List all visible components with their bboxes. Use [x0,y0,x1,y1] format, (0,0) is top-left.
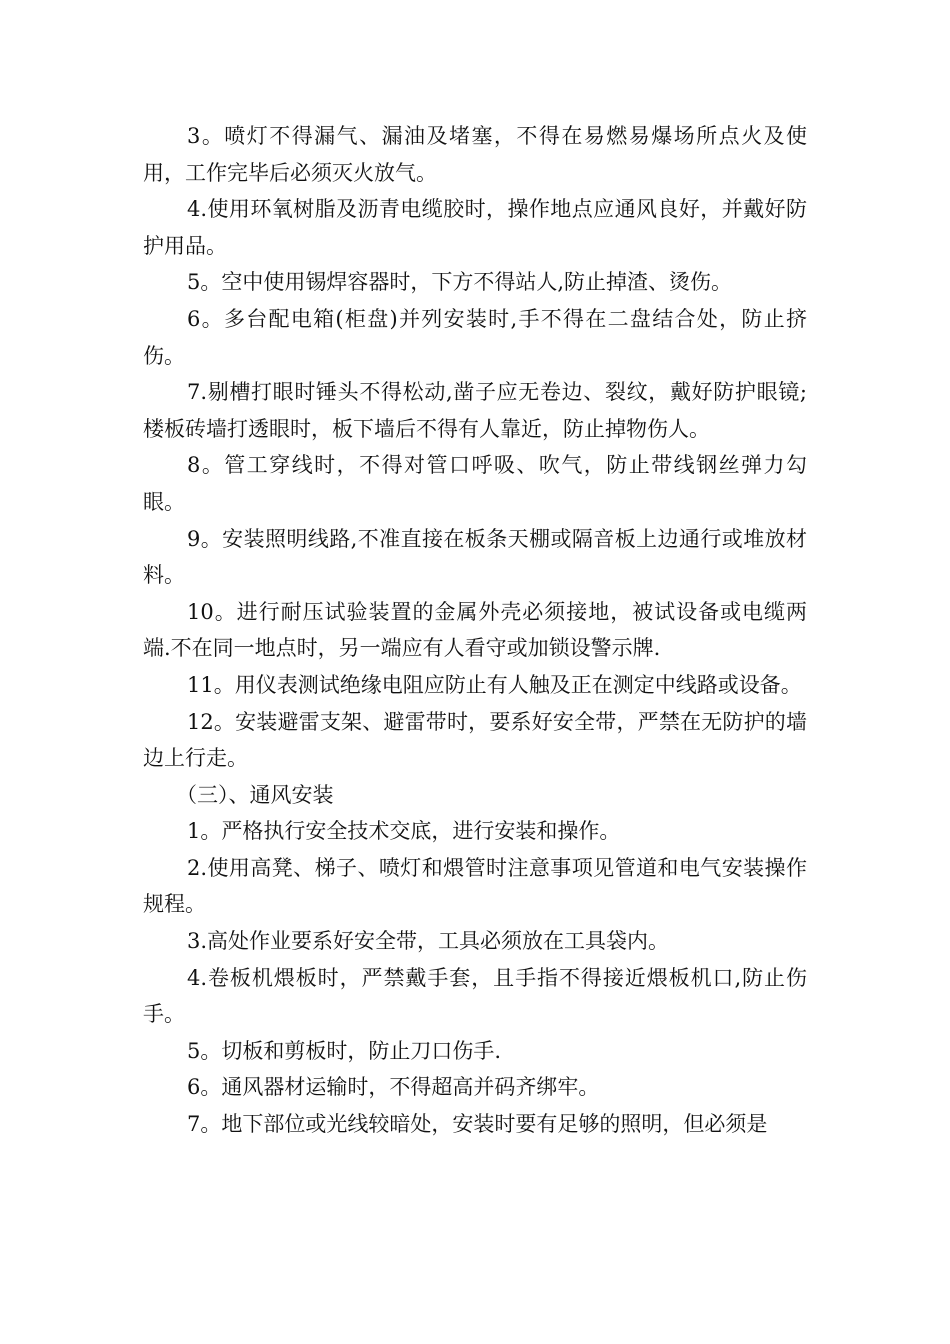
section-paragraph-item-7: 7。地下部位或光线较暗处，安装时要有足够的照明，但必须是 [187,1112,768,1137]
section-paragraph-item-1: 1。严格执行安全技术交底，进行安装和操作。 [187,819,621,844]
paragraph-item-4: 4.使用环氧树脂及沥青电缆胶时，操作地点应通风良好，并戴好防护用品。 [143,197,807,258]
paragraph-item-3: 3。喷灯不得漏气、漏油及堵塞，不得在易燃易爆场所点火及使用，工作完毕后必须灭火放气。 [143,124,807,185]
section-paragraph-item-4: 4.卷板机煨板时，严禁戴手套，且手指不得接近煨板机口,防止伤手。 [143,965,807,1027]
section-heading: （三）、通风安装 [176,782,334,807]
paragraph-item-11: 11。用仪表测试绝缘电阻应防止有人触及正在测定中线路或设备。 [187,672,802,697]
document-body [143,118,807,1143]
section-paragraph-item-6: 6。通风器材运输时，不得超高并码齐绑牢。 [187,1075,600,1100]
section-paragraph-item-5: 5。切板和剪板时，防止刀口伤手. [187,1038,502,1063]
section-paragraph-item-2: 2.使用高凳、梯子、喷灯和煨管时注意事项见管道和电气安装操作规程。 [143,855,807,917]
paragraph-item-9: 9。安装照明线路,不准直接在板条天棚或隔音板上边通行或堆放材料。 [143,526,807,588]
paragraph-item-10: 10。进行耐压试验装置的金属外壳必须接地，被试设备或电缆两端.不在同一地点时，另一端应有人看守或加锁设警示牌. [143,599,807,661]
paragraph-item-8: 8。管工穿线时，不得对管口呼吸、吹气，防止带线钢丝弹力勾眼。 [143,453,807,514]
paragraph-item-6: 6。多台配电箱(柜盘)并列安装时,手不得在二盘结合处，防止挤伤。 [143,306,807,368]
paragraph-item-12: 12。安装避雷支架、避雷带时，要系好安全带，严禁在无防护的墙边上行走。 [143,709,807,771]
section-paragraph-item-3: 3.高处作业要系好安全带，工具必须放在工具袋内。 [187,929,670,954]
paragraph-item-5: 5。空中使用锡焊容器时，下方不得站人,防止掉渣、烫伤。 [187,270,733,295]
paragraph-item-7: 7.剔槽打眼时锤头不得松动,凿子应无卷边、裂纹，戴好防护眼镜;楼板砖墙打透眼时，板下墙后不得有人靠近，防止掉物伤人。 [143,380,807,441]
